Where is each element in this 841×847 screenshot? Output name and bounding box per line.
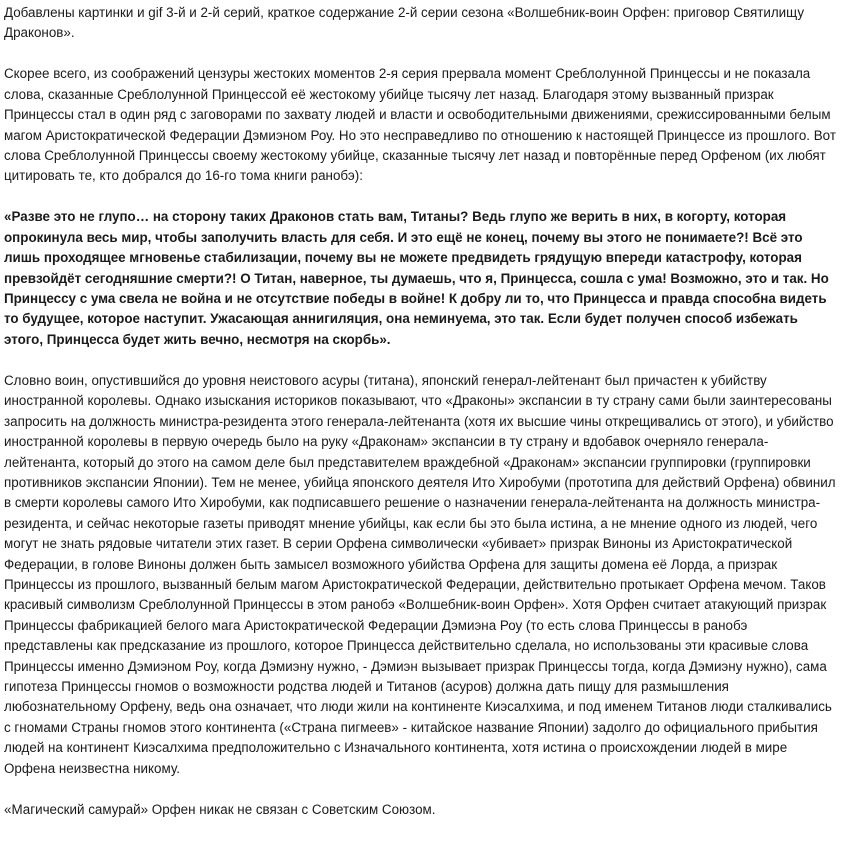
post-body — [4, 3, 838, 820]
body-paragraph-2: Словно воин, опустившийся до уровня неистового асуры (титана), японский генерал-лейтенант был причастен к убийству иностранной королевы. Однако изыскания историков показывают, что «Драконы» экспансии в ту страну сами были заинтересованы запросить на должность министра-резидента этого генерала-лейтенанта (хотя их высшие чины открещивались от этого), и убийство иностранной королевы в первую очередь было на руку «Драконам» экспансии в ту страну и вдобавок очерняло генерала-лейтенанта, который до этого на самом деле был представителем враждебной «Драконам» экспансии группировки (группировки противников экспансии Японии). Тем не менее, убийца японского деятеля Ито Хиробуми (прототипа для действий Орфена) обвинил в смерти королевы самого Ито Хиробуми, как подписавшего решение о назначении генерала-лейтенанта на должность министра-резидента, и сейчас некоторые газеты приводят мнение убийцы, как если бы это была истина, а не мнение одного из людей, чего могут не знать рядовые читатели этих газет. В серии Орфена символически «убивает» призрак Виноны из Аристократической Федерации, в голове Виноны должен быть замысел возможного убийства Орфена для защиты домена её Лорда, а призрак Принцессы из прошлого, вызванный белым магом Аристократической Федерации, действительно протыкает Орфена мечом. Таков красивый символизм Среблолунной Принцессы в этом ранобэ «Волшебник-воин Орфен». Хотя Орфен считает атакующий призрак Принцессы фабрикацией белого мага Аристократической Федерации Дэмиэна Роу (то есть слова Принцессы в ранобэ представлены как предсказание из прошлого, которое Принцесса действительно сделала, но использованы эти красивые слова Принцессы именно Дэмиэном Роу, когда Дэмиэну нужно, - Дэмиэн вызывает призрак Принцессы тогда, когда Дэмиэну нужно), сама гипотеза Принцессы гномов о возможности родства людей и Титанов (асуров) должна дать пищу для размышления любознательному Орфену, ведь она означает, что люди жили на континенте Киэсалхима, и под именем Титанов люди сталкивались с гномами Страны гномов этого континента («Страна пигмеев» - китайское название Японии) задолго до официального прибытия людей на континент Киэсалхима предположительно с Изначального континента, хотя истина о происхождении людей в мире Орфена неизвестна никому. — [4, 372, 836, 776]
intro-paragraph: Добавлены картинки и gif 3-й и 2-й серий, краткое содержание 2-й серии сезона «Волшебник-воин Орфен: приговор Святилищу Драконов». — [4, 5, 805, 41]
quote-paragraph: «Разве это не глупо… на сторону таких Драконов стать вам, Титаны? Ведь глупо же верить в них, в когорту, которая опрокинула весь мир, чтобы заполучить власть для себя. И это ещё не конец, почему вы этого не понимаете?! Всё это лишь проходящее мгновенье стабилизации, почему вы не можете предвидеть грядущую впереди катастрофу, которая превзойдёт сегодняшние смерти?! О Титан, наверное, ты думаешь, что я, Принцесса, сошла с ума! Возможно, это и так. Но Принцессу с ума свела не война и не отсутствие победы в войне! К добру ли то, что Принцесса и правда способна видеть то будущее, которое наступит. Ужасающая аннигиляция, она неминуема, это так. Если будет получен способ избежать этого, Принцесса будет жить вечно, несмотря на скорбь». — [4, 209, 829, 347]
paragraph-spacer — [4, 44, 838, 65]
paragraph-spacer — [4, 350, 838, 371]
closing-paragraph: «Магический самурай» Орфен никак не связан с Советским Союзом. — [4, 801, 436, 817]
paragraph-spacer — [4, 779, 838, 800]
body-paragraph-1: Скорее всего, из соображений цензуры жестоких моментов 2-я серия прервала момент Среблолунной Принцессы и не показала слова, сказанные Среблолунной Принцессой её жестокому убийце тысячу лет назад. Благодаря этому вызванный призрак Принцессы стал в один ряд с заговорами по захвату людей и власти и освободительными движениями, срежиссированными белым магом Аристократической Федерации Дэмиэном Роу. Но это несправедливо по отношению к настоящей Принцессе из прошлого. Вот слова Среблолунной Принцессы своему жестокому убийце, сказанные тысячу лет назад и повторённые перед Орфеном (их любят цитировать те, кто добрался до 16-го тома книги ранобэ): — [4, 66, 836, 184]
paragraph-spacer — [4, 187, 838, 208]
